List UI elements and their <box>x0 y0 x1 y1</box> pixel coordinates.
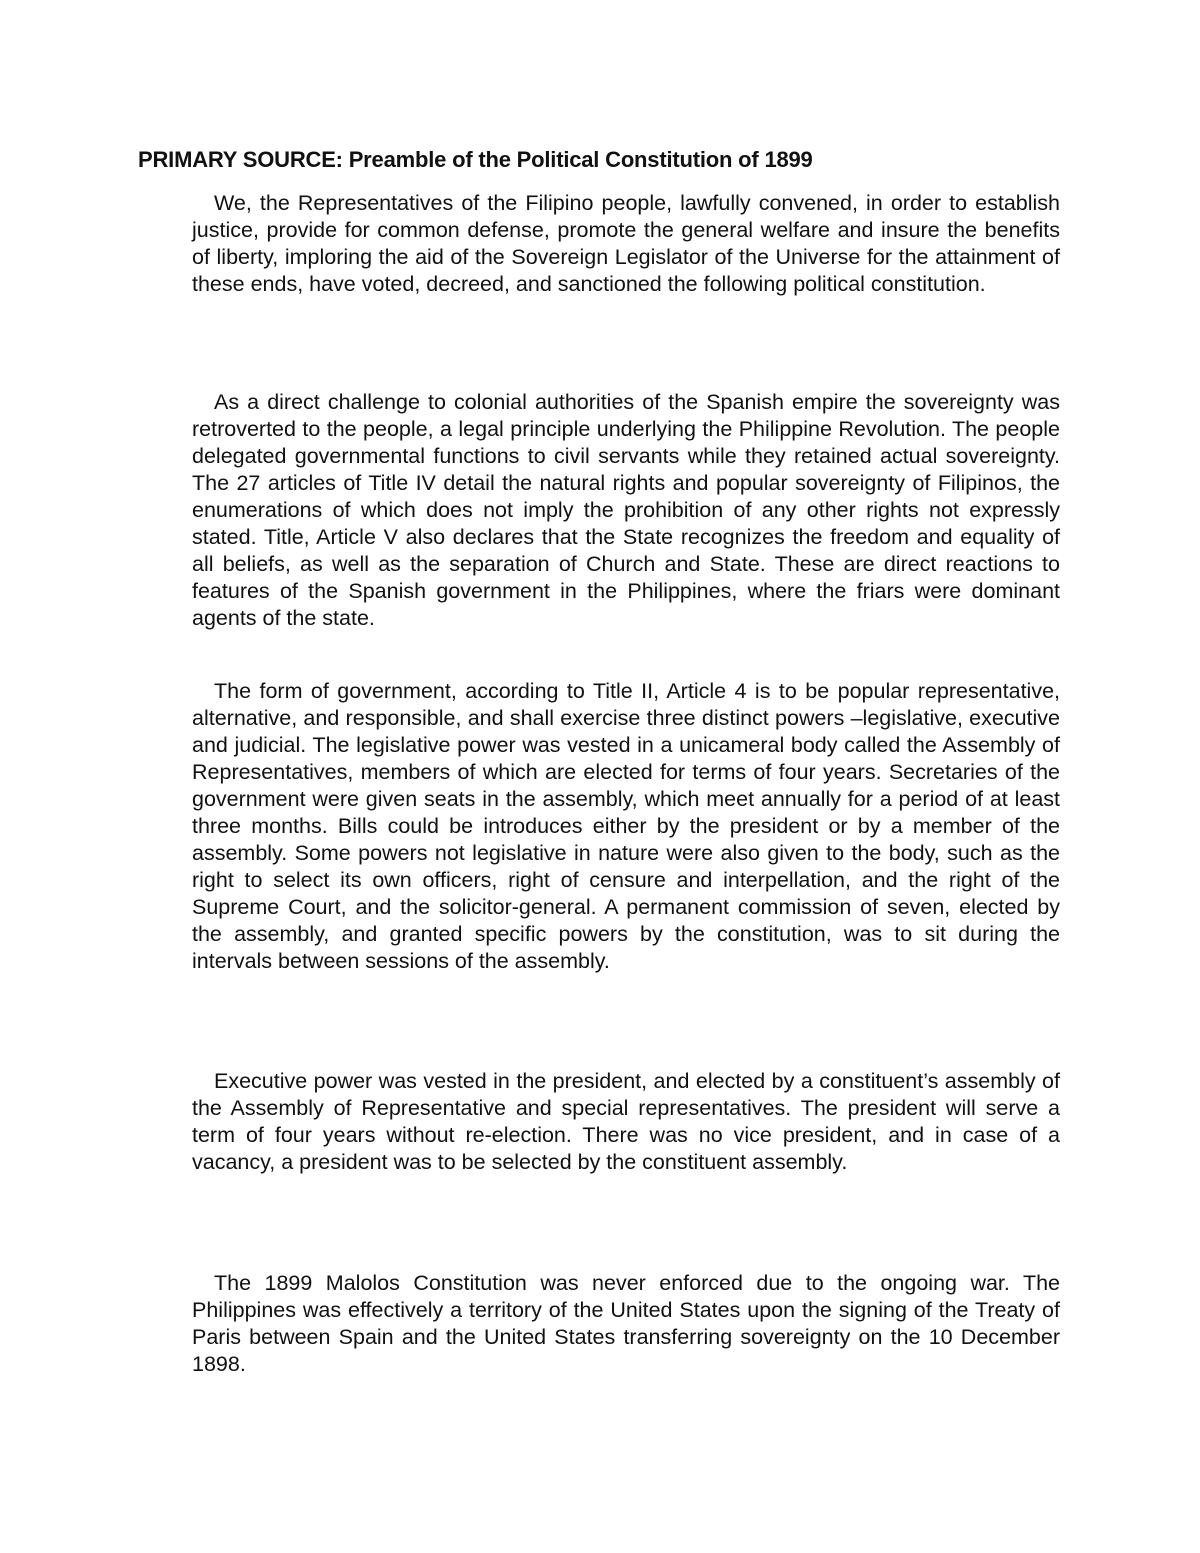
paragraph-executive-power: Executive power was vested in the president, and elected by a constituent’s assembly of the Assembly of Representative and special representatives. The president will serve a term of four years without re-election. There was no vice president, and in case of a vacancy, a president was to be selected by the constituent assembly. <box>192 1069 1060 1174</box>
paragraph-preamble: We, the Representatives of the Filipino people, lawfully convened, in order to establish justice, provide for common defense, promote the general welfare and insure the benefits of liberty, imploring the aid of the Sovereign Legislator of the Universe for the attainment of these ends, have voted, decreed, and sanctioned the following political constitution. <box>192 191 1060 296</box>
paragraph-form-of-government: The form of government, according to Title II, Article 4 is to be popular representative, alternative, and responsible, and shall exercise three distinct powers –legislative, executive and judicial. The legislative power was vested in a unicameral body called the Assembly of Representatives, members of which are elected for terms of four years. Secretaries of the government were given seats in the assembly, which meet annually for a period of at least three months. Bills could be introduces either by the president or by a member of the assembly. Some powers not legislative in nature were also given to the body, such as the right to select its own officers, right of censure and interpellation, and the right of the Supreme Court, and the solicitor-general. A permanent commission of seven, elected by the assembly, and granted specific powers by the constitution, was to sit during the intervals between sessions of the assembly. <box>192 679 1060 973</box>
paragraph-sovereignty: As a direct challenge to colonial authorities of the Spanish empire the sovereignty was retroverted to the people, a legal principle underlying the Philippine Revolution. The people delegated governmental functions to civil servants while they retained actual sovereignty. The 27 articles of Title IV detail the natural rights and popular sovereignty of Filipinos, the enumerations of which does not imply the prohibition of any other rights not expressly stated. Title, Article V also declares that the State recognizes the freedom and equality of all beliefs, as well as the separation of Church and State. These are direct reactions to features of the Spanish government in the Philippines, where the friars were dominant agents of the state. <box>192 390 1060 630</box>
paragraph-malolos-constitution: The 1899 Malolos Constitution was never enforced due to the ongoing war. The Philippines was effectively a territory of the United States upon the signing of the Treaty of Paris between Spain and the United States transferring sovereignty on the 10 December 1898. <box>192 1271 1060 1376</box>
document-title: PRIMARY SOURCE: Preamble of the Political Constitution of 1899 <box>138 147 813 172</box>
